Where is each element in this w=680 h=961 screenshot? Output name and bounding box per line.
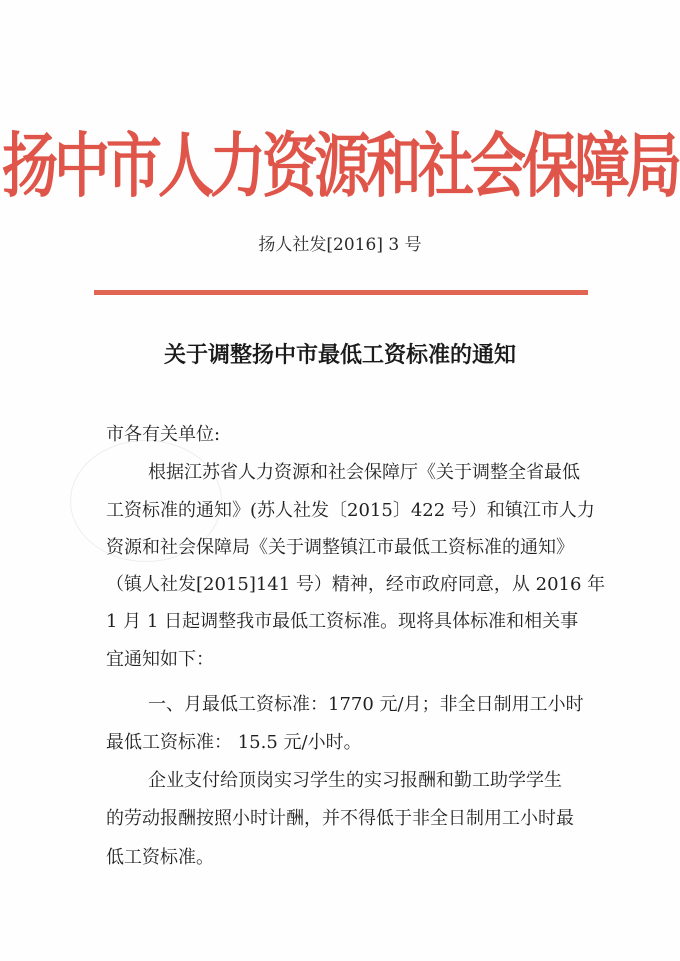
paragraph-line: 工资标准的通知》(苏人社发〔2015〕422 号）和镇江市人力 (106, 500, 595, 521)
paragraph-line: 资源和社会保障局《关于调整镇江市最低工资标准的通知》 (106, 537, 574, 558)
paragraph-line: 1 月 1 日起调整我市最低工资标准。现将具体标准和相关事 (106, 611, 579, 632)
standard-item-line: 最低工资标准： 15.5 元/小时。 (106, 732, 362, 753)
paragraph-line: 低工资标准。 (106, 847, 214, 868)
salutation-line: 市各有关单位: (106, 424, 221, 445)
agency-letterhead: 扬中市人力资源和社会保障局 (2, 124, 678, 208)
paragraph-line: 企业支付给顶岗实习学生的实习报酬和勤工助学学生 (148, 770, 562, 791)
standard-item-line: 一、月最低工资标准：1770 元/月；非全日制用工小时 (148, 694, 584, 715)
notice-title: 关于调整扬中市最低工资标准的通知 (163, 343, 516, 368)
paragraph-line: （镇人社发[2015]141 号）精神，经市政府同意，从 2016 年 (106, 574, 606, 595)
paragraph-line: 的劳动报酬按照小时计酬，并不得低于非全日制用工小时最 (106, 808, 574, 829)
paragraph-line: 根据江苏省人力资源和社会保障厅《关于调整全省最低 (148, 462, 580, 483)
paragraph-line: 宜通知如下： (106, 649, 214, 670)
document-number: 扬人社发[2016] 3 号 (258, 235, 422, 255)
letterhead-divider (94, 290, 588, 295)
